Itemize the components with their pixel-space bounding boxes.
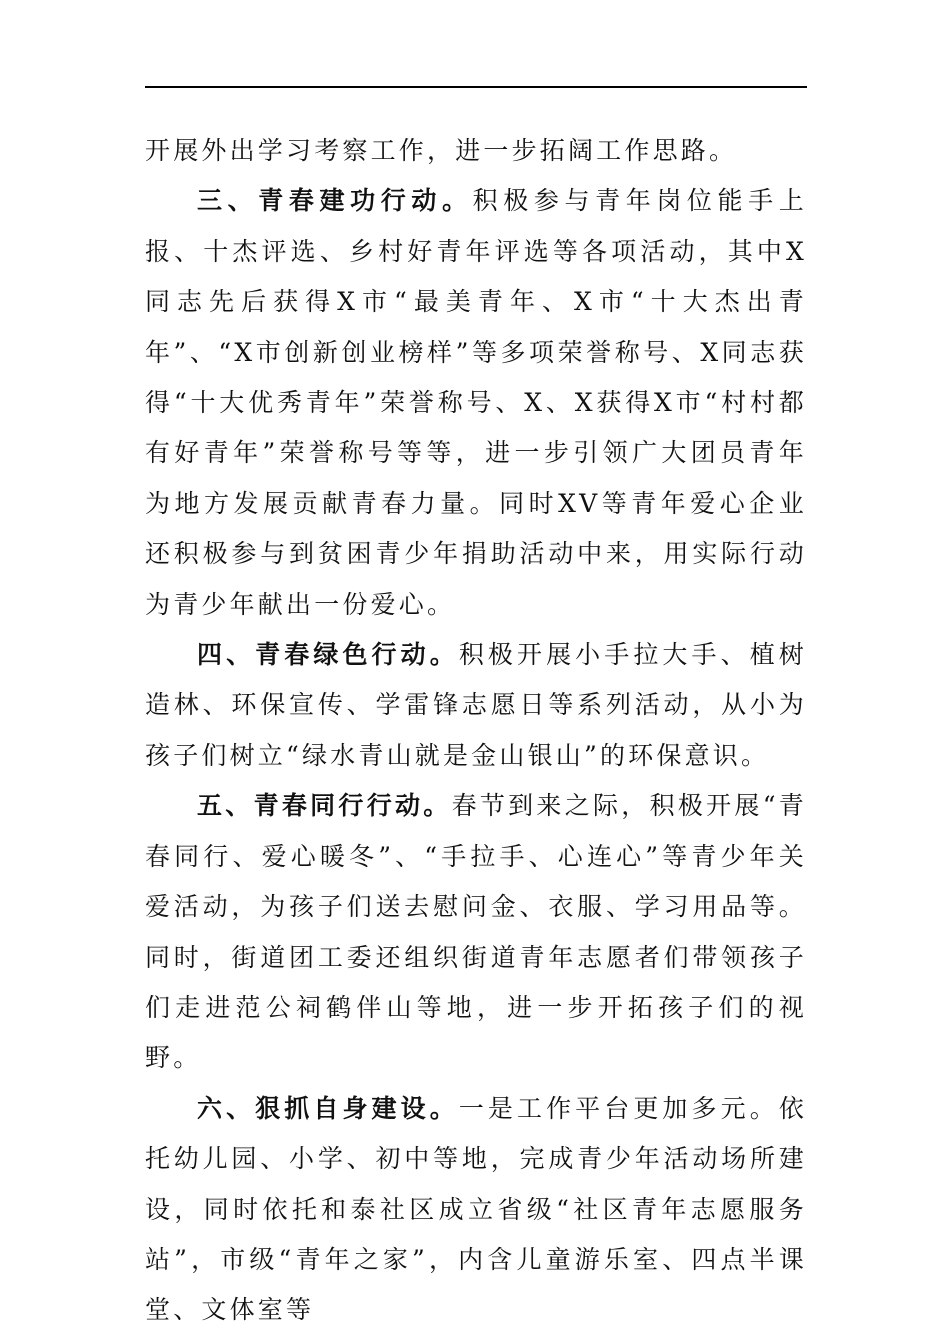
paragraph-text: 春节到来之际，积极开展“青春同行、爱心暖冬”、“手拉手、心连心”等青少年关爱活动，为孩子们送去慰问金、衣服、学习用品等。同时，街道团工委还组织街道青年志愿者们带领孩子们走进范公祠鹤伴山等地，进一步开拓孩子们的视野。 <box>145 791 807 1073</box>
paragraph-section-3 <box>145 176 807 630</box>
section-heading: 三、青春建功行动。 <box>197 186 473 216</box>
paragraph-text: 积极开展小手拉大手、植树造林、环保宣传、学雷锋志愿日等系列活动，从小为孩子们树立“绿水青山就是金山银山”的环保意识。 <box>145 640 807 770</box>
section-heading: 六、狠抓自身建设。 <box>197 1093 459 1123</box>
paragraph-continuation <box>145 126 807 176</box>
section-heading: 五、青春同行行动。 <box>197 791 452 821</box>
paragraph-section-5 <box>145 781 807 1083</box>
paragraph-section-4 <box>145 630 807 781</box>
header-rule <box>145 86 807 88</box>
paragraph-section-6 <box>145 1084 807 1336</box>
paragraph-text: 一是工作平台更加多元。依托幼儿园、小学、初中等地，完成青少年活动场所建设，同时依托和泰社区成立省级“社区青年志愿服务站”，市级“青年之家”，内含儿童游乐室、四点半课堂、文体室等 <box>145 1093 807 1325</box>
paragraph-text: 积极参与青年岗位能手上报、十杰评选、乡村好青年评选等各项活动，其中X同志先后获得X市“最美青年、X市“十大杰出青年”、“X市创新创业榜样”等多项荣誉称号、X同志获得“十大优秀青年”荣誉称号、X、X获得X市“村村都有好青年”荣誉称号等等，进一步引领广大团员青年为地方发展贡献青春力量。同时XV等青年爱心企业还积极参与到贫困青少年捐助活动中来，用实际行动为青少年献出一份爱心。 <box>145 186 807 619</box>
document-body <box>145 126 807 1336</box>
paragraph-text: 开展外出学习考察工作，进一步拓阔工作思路。 <box>145 136 738 165</box>
section-heading: 四、青春绿色行动。 <box>197 640 459 670</box>
